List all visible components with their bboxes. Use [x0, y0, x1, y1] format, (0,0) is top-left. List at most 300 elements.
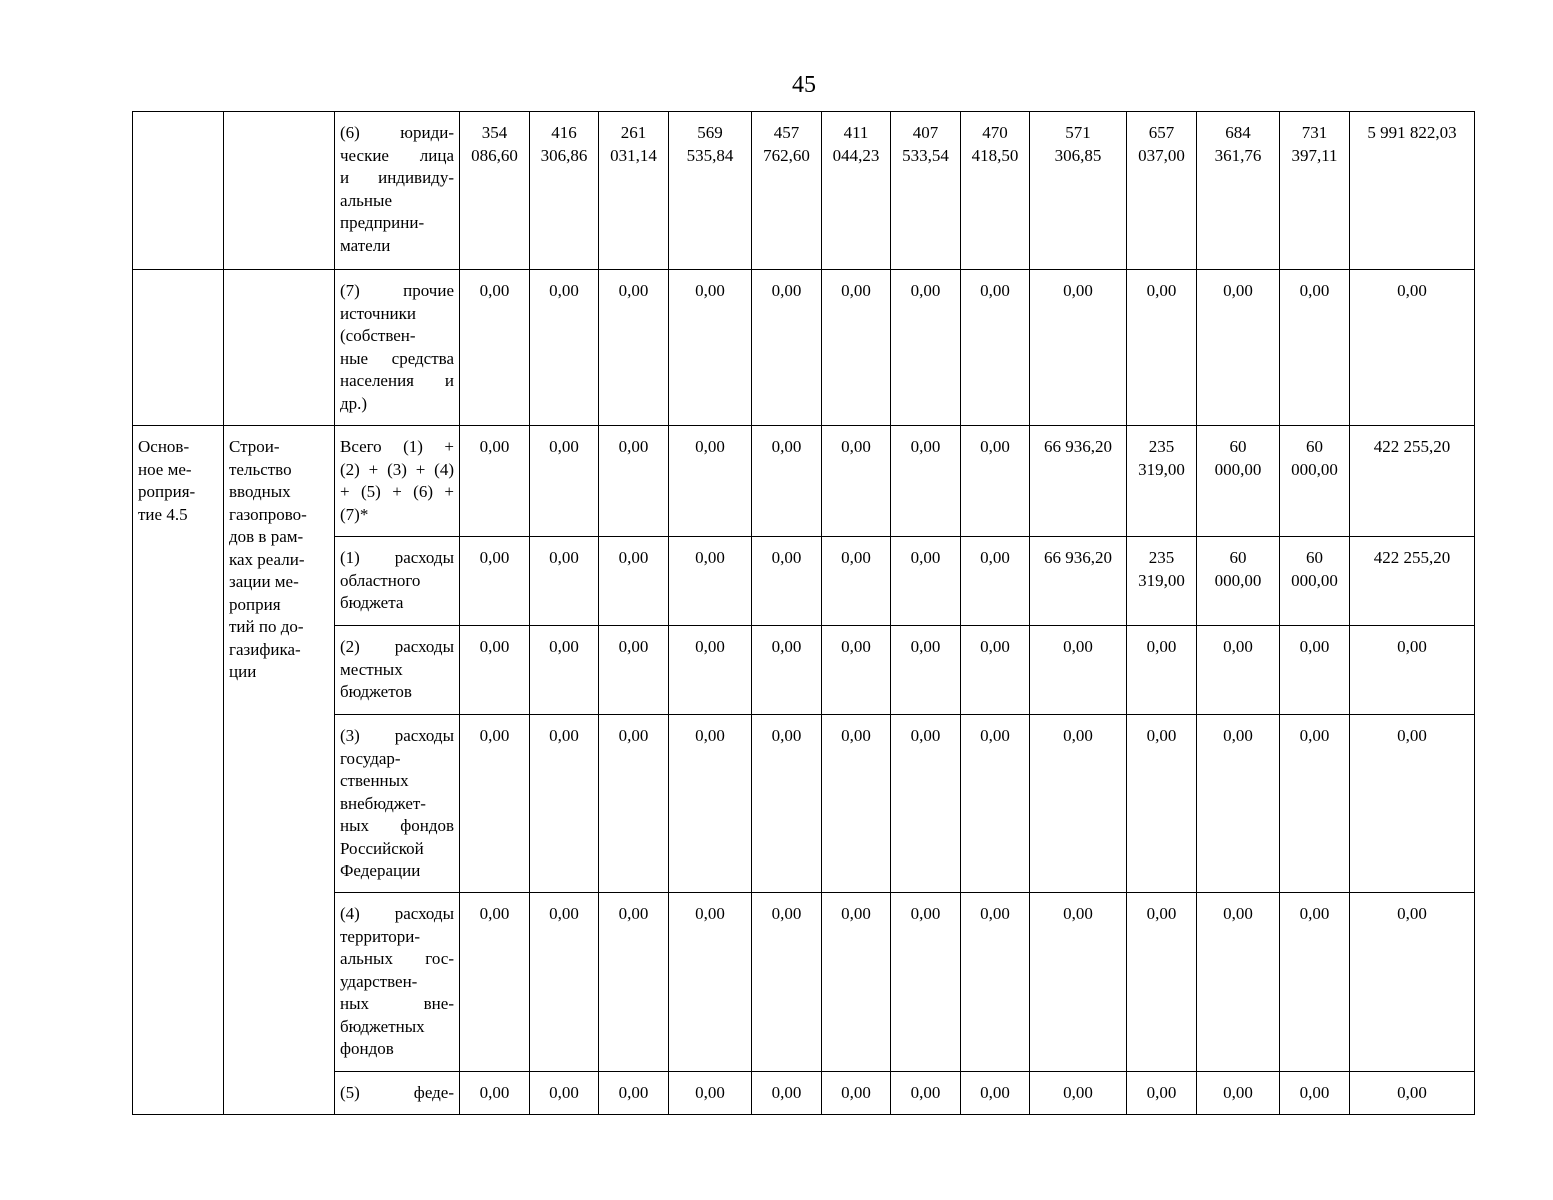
- table-body: [133, 112, 1475, 1115]
- cell-text-line: альные: [340, 190, 392, 210]
- year-value-cell: [599, 112, 669, 270]
- cell-text-line: (1) расходы: [340, 548, 454, 567]
- value-text: 361,76: [1214, 145, 1262, 165]
- funding-source-cell: [335, 626, 460, 715]
- value-text: 354: [481, 123, 508, 142]
- year-value-cell: [752, 112, 822, 270]
- total-value-cell: [1350, 715, 1475, 893]
- cell-text-line: внебюджет-: [340, 793, 426, 813]
- year-value-cell: [891, 1072, 961, 1115]
- year-value-cell: [669, 426, 752, 537]
- year-value-cell: [460, 270, 530, 426]
- funding-source-cell: [335, 426, 460, 537]
- year-value-cell: [891, 893, 961, 1072]
- value-text: 0,00: [549, 637, 579, 656]
- value-text: 657: [1148, 123, 1175, 142]
- table-row: [133, 112, 1475, 270]
- cell-text-line: (4) расходы: [340, 904, 454, 923]
- value-text: 470: [982, 123, 1008, 142]
- year-value-cell: [1197, 112, 1280, 270]
- value-text: 0,00: [618, 726, 649, 745]
- year-value-cell: [961, 893, 1030, 1072]
- year-value-cell: [669, 112, 752, 270]
- value-text: 044,23: [832, 145, 880, 165]
- year-value-cell: [1030, 893, 1127, 1072]
- year-value-cell: [822, 1072, 891, 1115]
- year-value-cell: [1197, 537, 1280, 626]
- value-text: 60: [1306, 548, 1323, 567]
- value-text: 0,00: [910, 548, 941, 567]
- year-value-cell: [599, 1072, 669, 1115]
- year-value-cell: [891, 715, 961, 893]
- year-value-cell: [599, 270, 669, 426]
- funding-source-cell: [335, 270, 460, 426]
- year-value-cell: [1127, 270, 1197, 426]
- year-value-cell: [1127, 626, 1197, 715]
- value-text: 0,00: [618, 637, 649, 656]
- cell-text-line: предприни-: [340, 213, 425, 232]
- value-text: 0,00: [695, 637, 725, 656]
- value-text: 0,00: [1146, 904, 1177, 923]
- cell-text-line: ные средства: [340, 348, 454, 368]
- value-text: 0,00: [1223, 281, 1253, 300]
- value-text: 571: [1065, 123, 1091, 142]
- cell-text-line: др.): [340, 393, 368, 413]
- year-value-cell: [891, 112, 961, 270]
- value-text: 0,00: [980, 904, 1010, 923]
- value-text: 0,00: [1299, 726, 1330, 745]
- value-text: 0,00: [1223, 637, 1253, 656]
- value-text: 031,14: [610, 145, 657, 165]
- value-text: 0,00: [549, 726, 579, 745]
- value-text: 235: [1148, 437, 1175, 456]
- value-text: 0,00: [479, 281, 510, 300]
- year-value-cell: [1280, 537, 1350, 626]
- year-value-cell: [961, 426, 1030, 537]
- value-text: 0,00: [841, 726, 871, 745]
- table-row: [133, 715, 1475, 893]
- year-value-cell: [530, 426, 599, 537]
- cell-text-line: ных фондов: [340, 816, 454, 835]
- year-value-cell: [1127, 1072, 1197, 1115]
- year-value-cell: [961, 715, 1030, 893]
- value-text: 0,00: [841, 637, 871, 656]
- value-text: 0,00: [549, 437, 579, 456]
- table-row: [133, 426, 1475, 537]
- value-text: 457: [773, 123, 800, 142]
- value-text: 235: [1148, 548, 1175, 567]
- year-value-cell: [1127, 112, 1197, 270]
- year-value-cell: [1030, 1072, 1127, 1115]
- value-text: 0,00: [1299, 1083, 1330, 1102]
- year-value-cell: [1030, 715, 1127, 893]
- value-text: 0,00: [618, 904, 649, 923]
- cell-text-line: дов в рам-: [229, 527, 304, 546]
- value-text: 0,00: [980, 281, 1010, 300]
- value-text: 0,00: [980, 437, 1010, 456]
- year-value-cell: [1280, 426, 1350, 537]
- year-value-cell: [822, 112, 891, 270]
- year-value-cell: [891, 537, 961, 626]
- year-value-cell: [530, 1072, 599, 1115]
- cell-text-line: роприя-: [138, 482, 196, 501]
- value-text: 0,00: [771, 281, 802, 300]
- year-value-cell: [1127, 537, 1197, 626]
- value-text: 0,00: [1146, 726, 1177, 745]
- cell-text-line: фондов: [340, 1039, 394, 1058]
- value-text: 0,00: [1397, 1083, 1427, 1102]
- value-text: 0,00: [1146, 1083, 1177, 1102]
- value-text: 0,00: [1063, 726, 1093, 745]
- cell-text-line: газифика-: [229, 639, 301, 659]
- year-value-cell: [1280, 1072, 1350, 1115]
- year-value-cell: [961, 112, 1030, 270]
- value-text: 0,00: [771, 904, 802, 923]
- year-value-cell: [599, 715, 669, 893]
- cell-text-line: газопрово-: [229, 504, 307, 524]
- year-value-cell: [822, 626, 891, 715]
- measure-cell: [133, 426, 224, 1115]
- cell-text-line: бюджета: [340, 593, 404, 612]
- cell-text-line: бюджетных: [340, 1016, 425, 1036]
- value-text: 306,85: [1054, 145, 1102, 165]
- year-value-cell: [1030, 112, 1127, 270]
- description-cell: [224, 426, 335, 1115]
- value-text: 5 991 822,03: [1367, 123, 1457, 142]
- value-text: 0,00: [479, 904, 510, 923]
- value-text: 0,00: [1063, 281, 1093, 300]
- year-value-cell: [752, 626, 822, 715]
- funding-source-cell: [335, 537, 460, 626]
- cell-text-line: альных гос-: [340, 949, 454, 968]
- value-text: 0,00: [841, 437, 871, 456]
- value-text: 411: [843, 123, 869, 142]
- year-value-cell: [669, 270, 752, 426]
- funding-source-cell: [335, 1072, 460, 1115]
- year-value-cell: [891, 270, 961, 426]
- value-text: 0,00: [771, 1083, 802, 1102]
- funding-source-cell: [335, 112, 460, 270]
- year-value-cell: [530, 270, 599, 426]
- year-value-cell: [1280, 270, 1350, 426]
- cell-text-line: ческие лица: [340, 145, 454, 165]
- value-text: 0,00: [549, 904, 579, 923]
- value-text: 0,00: [771, 726, 802, 745]
- year-value-cell: [530, 626, 599, 715]
- year-value-cell: [669, 537, 752, 626]
- funding-source-cell: [335, 715, 460, 893]
- value-text: 0,00: [771, 548, 802, 567]
- year-value-cell: [752, 426, 822, 537]
- value-text: 0,00: [980, 637, 1010, 656]
- year-value-cell: [599, 426, 669, 537]
- cell-text-line: (7) прочие: [340, 281, 454, 300]
- value-text: 60: [1229, 548, 1247, 567]
- value-text: 0,00: [910, 281, 941, 300]
- value-text: 0,00: [1397, 726, 1427, 745]
- year-value-cell: [1197, 715, 1280, 893]
- value-text: 684: [1225, 123, 1251, 142]
- value-text: 0,00: [618, 437, 649, 456]
- value-text: 306,86: [540, 145, 588, 165]
- total-value-cell: [1350, 537, 1475, 626]
- value-text: 0,00: [695, 437, 725, 456]
- cell-text-line: Российской: [340, 838, 424, 858]
- cell-text-line: (2) расходы: [340, 637, 454, 656]
- measure-cell: [133, 112, 224, 270]
- year-value-cell: [460, 1072, 530, 1115]
- measure-cell: [133, 270, 224, 426]
- value-text: 422 255,20: [1373, 437, 1451, 456]
- table-row: [133, 893, 1475, 1072]
- description-cell: [224, 270, 335, 426]
- value-text: 0,00: [695, 1083, 725, 1102]
- year-value-cell: [460, 112, 530, 270]
- cell-text-line: населения и: [340, 371, 454, 390]
- year-value-cell: [669, 715, 752, 893]
- year-value-cell: [460, 715, 530, 893]
- cell-text-line: территори-: [340, 926, 421, 946]
- value-text: 0,00: [1397, 637, 1427, 656]
- value-text: 0,00: [695, 281, 725, 300]
- year-value-cell: [961, 1072, 1030, 1115]
- year-value-cell: [1030, 626, 1127, 715]
- value-text: 731: [1301, 123, 1328, 142]
- value-text: 0,00: [910, 437, 941, 456]
- value-text: 0,00: [1299, 904, 1330, 923]
- year-value-cell: [822, 537, 891, 626]
- total-value-cell: [1350, 112, 1475, 270]
- value-text: 0,00: [980, 548, 1010, 567]
- year-value-cell: [891, 426, 961, 537]
- year-value-cell: [669, 893, 752, 1072]
- year-value-cell: [822, 426, 891, 537]
- year-value-cell: [891, 626, 961, 715]
- year-value-cell: [1030, 270, 1127, 426]
- value-text: 000,00: [1291, 459, 1338, 479]
- value-text: 0,00: [980, 726, 1010, 745]
- value-text: 418,50: [971, 145, 1019, 165]
- value-text: 0,00: [841, 548, 871, 567]
- year-value-cell: [669, 626, 752, 715]
- value-text: 319,00: [1138, 459, 1185, 479]
- year-value-cell: [752, 270, 822, 426]
- cell-text-line: и индивиду-: [340, 168, 454, 187]
- year-value-cell: [752, 1072, 822, 1115]
- year-value-cell: [1197, 1072, 1280, 1115]
- year-value-cell: [460, 626, 530, 715]
- value-text: 535,84: [686, 145, 734, 165]
- total-value-cell: [1350, 1072, 1475, 1115]
- value-text: 0,00: [1223, 904, 1253, 923]
- value-text: 0,00: [1397, 281, 1427, 300]
- value-text: 0,00: [1063, 904, 1093, 923]
- value-text: 533,54: [902, 145, 949, 165]
- value-text: 086,60: [471, 145, 518, 165]
- cell-text-line: матели: [340, 235, 391, 255]
- value-text: 037,00: [1138, 145, 1185, 165]
- year-value-cell: [530, 893, 599, 1072]
- year-value-cell: [1030, 426, 1127, 537]
- year-value-cell: [1030, 537, 1127, 626]
- value-text: 407: [912, 123, 939, 142]
- cell-text-line: Федерации: [340, 861, 421, 880]
- table-row: [133, 1072, 1475, 1115]
- table-row: [133, 626, 1475, 715]
- value-text: 60: [1306, 437, 1323, 456]
- cell-text-line: ственных: [340, 771, 409, 790]
- cell-text-line: (5) феде-: [340, 1083, 454, 1102]
- value-text: 0,00: [1063, 1083, 1093, 1102]
- value-text: 0,00: [1146, 637, 1177, 656]
- cell-text-line: (3) расходы: [340, 726, 454, 745]
- description-cell: [224, 112, 335, 270]
- value-text: 0,00: [771, 637, 802, 656]
- cell-text-line: ударствен-: [340, 971, 418, 991]
- value-text: 762,60: [763, 145, 810, 165]
- year-value-cell: [961, 537, 1030, 626]
- cell-text-line: Строи-: [229, 437, 280, 456]
- cell-text-line: + (5) + (6) +: [340, 482, 454, 501]
- year-value-cell: [460, 537, 530, 626]
- cell-text-line: (7)*: [340, 504, 369, 524]
- value-text: 0,00: [1299, 637, 1330, 656]
- value-text: 000,00: [1291, 570, 1338, 590]
- value-text: 0,00: [910, 637, 941, 656]
- cell-text-line: роприя: [229, 594, 281, 614]
- cell-text-line: Всего (1) +: [340, 437, 454, 456]
- cell-text-line: ное ме-: [138, 459, 192, 479]
- year-value-cell: [599, 893, 669, 1072]
- funding-source-cell: [335, 893, 460, 1072]
- value-text: 0,00: [695, 548, 725, 567]
- value-text: 0,00: [549, 1083, 579, 1102]
- total-value-cell: [1350, 270, 1475, 426]
- value-text: 0,00: [841, 904, 871, 923]
- value-text: 0,00: [1397, 904, 1427, 923]
- value-text: 60: [1229, 437, 1247, 456]
- year-value-cell: [1280, 893, 1350, 1072]
- value-text: 569: [697, 123, 723, 142]
- year-value-cell: [530, 112, 599, 270]
- value-text: 0,00: [910, 904, 941, 923]
- value-text: 0,00: [1223, 726, 1253, 745]
- year-value-cell: [822, 893, 891, 1072]
- cell-text-line: (собствен-: [340, 326, 416, 345]
- value-text: 0,00: [1299, 281, 1330, 300]
- year-value-cell: [1280, 112, 1350, 270]
- year-value-cell: [752, 715, 822, 893]
- cell-text-line: государ-: [340, 748, 401, 768]
- year-value-cell: [599, 626, 669, 715]
- value-text: 66 936,20: [1044, 548, 1112, 567]
- cell-text-line: бюджетов: [340, 682, 412, 701]
- value-text: 0,00: [1063, 637, 1093, 656]
- value-text: 000,00: [1214, 570, 1262, 590]
- year-value-cell: [1280, 626, 1350, 715]
- year-value-cell: [822, 270, 891, 426]
- value-text: 0,00: [479, 637, 510, 656]
- cell-text-line: тий по до-: [229, 617, 304, 636]
- year-value-cell: [1197, 270, 1280, 426]
- total-value-cell: [1350, 893, 1475, 1072]
- value-text: 0,00: [479, 437, 510, 456]
- value-text: 0,00: [1223, 1083, 1253, 1102]
- value-text: 0,00: [479, 1083, 510, 1102]
- year-value-cell: [752, 893, 822, 1072]
- value-text: 0,00: [549, 281, 579, 300]
- year-value-cell: [961, 270, 1030, 426]
- year-value-cell: [1127, 893, 1197, 1072]
- year-value-cell: [530, 715, 599, 893]
- value-text: 000,00: [1214, 459, 1262, 479]
- value-text: 0,00: [841, 281, 871, 300]
- year-value-cell: [599, 537, 669, 626]
- year-value-cell: [1197, 426, 1280, 537]
- budget-table: [132, 111, 1475, 1115]
- year-value-cell: [1197, 893, 1280, 1072]
- value-text: 0,00: [910, 1083, 941, 1102]
- cell-text-line: зации ме-: [229, 572, 299, 591]
- value-text: 0,00: [1146, 281, 1177, 300]
- value-text: 0,00: [910, 726, 941, 745]
- value-text: 261: [620, 123, 647, 142]
- table-row: [133, 537, 1475, 626]
- value-text: 0,00: [980, 1083, 1010, 1102]
- value-text: 0,00: [841, 1083, 871, 1102]
- year-value-cell: [961, 626, 1030, 715]
- table-row: [133, 270, 1475, 426]
- cell-text-line: ках реали-: [229, 549, 305, 569]
- value-text: 0,00: [695, 904, 725, 923]
- cell-text-line: ции: [229, 662, 257, 681]
- total-value-cell: [1350, 626, 1475, 715]
- year-value-cell: [460, 893, 530, 1072]
- total-value-cell: [1350, 426, 1475, 537]
- cell-text-line: местных: [340, 659, 403, 679]
- page-number: 45: [792, 72, 816, 98]
- cell-text-line: вводных: [229, 482, 291, 501]
- year-value-cell: [530, 537, 599, 626]
- year-value-cell: [1127, 426, 1197, 537]
- value-text: 0,00: [479, 548, 510, 567]
- value-text: 0,00: [695, 726, 725, 745]
- value-text: 0,00: [479, 726, 510, 745]
- year-value-cell: [460, 426, 530, 537]
- value-text: 0,00: [618, 1083, 649, 1102]
- year-value-cell: [1127, 715, 1197, 893]
- cell-text-line: тельство: [229, 459, 292, 479]
- cell-text-line: источники: [340, 303, 417, 323]
- year-value-cell: [1280, 715, 1350, 893]
- year-value-cell: [669, 1072, 752, 1115]
- value-text: 0,00: [618, 548, 649, 567]
- cell-text-line: Основ-: [138, 437, 190, 456]
- value-text: 397,11: [1291, 145, 1338, 165]
- cell-text-line: тие 4.5: [138, 504, 188, 524]
- value-text: 319,00: [1138, 570, 1185, 590]
- value-text: 0,00: [549, 548, 579, 567]
- value-text: 422 255,20: [1373, 548, 1451, 567]
- cell-text-line: (2) + (3) + (4): [340, 459, 454, 479]
- year-value-cell: [752, 537, 822, 626]
- value-text: 416: [551, 123, 577, 142]
- value-text: 0,00: [771, 437, 802, 456]
- cell-text-line: (6) юриди-: [340, 123, 454, 142]
- value-text: 66 936,20: [1044, 437, 1112, 456]
- year-value-cell: [1197, 626, 1280, 715]
- cell-text-line: ных вне-: [340, 994, 454, 1013]
